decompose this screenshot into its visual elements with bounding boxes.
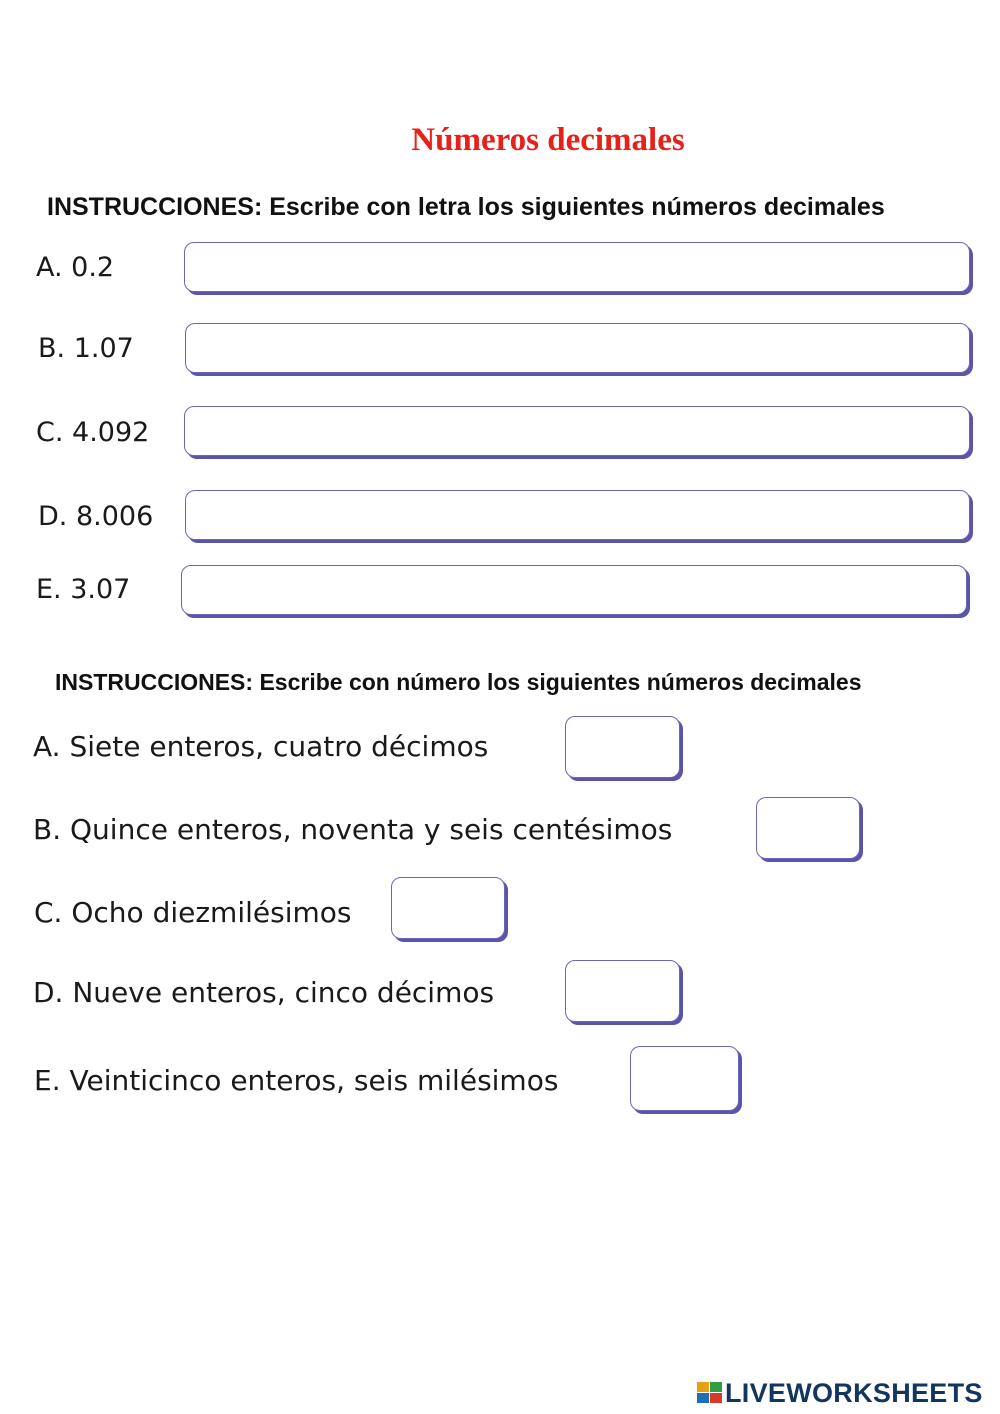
page-title: Números decimales: [411, 122, 685, 158]
instructions-section-2: INSTRUCCIONES: Escribe con número los siguientes números decimales: [55, 669, 862, 695]
item-label-s2-c: C. Ocho diezmilésimos: [34, 896, 352, 929]
item-label-s2-a: A. Siete enteros, cuatro décimos: [33, 730, 489, 763]
item-label-s2-e: E. Veinticinco enteros, seis milésimos: [34, 1064, 559, 1097]
answer-field-s2-d[interactable]: [565, 960, 680, 1022]
instructions-section-1: INSTRUCCIONES: Escribe con letra los siguientes números decimales: [47, 193, 885, 221]
answer-field-s2-c[interactable]: [391, 877, 505, 939]
answer-field-s1-e[interactable]: [181, 565, 967, 615]
item-label-s1-c: C. 4.092: [36, 417, 150, 448]
item-label-s2-b: B. Quince enteros, noventa y seis centésimos: [33, 813, 673, 846]
answer-field-s2-b[interactable]: [756, 797, 860, 859]
answer-field-s1-b[interactable]: [185, 323, 970, 373]
answer-field-s1-c[interactable]: [184, 406, 970, 456]
item-label-s1-b: B. 1.07: [38, 333, 134, 364]
item-label-s1-a: A. 0.2: [36, 252, 115, 283]
item-label-s1-d: D. 8.006: [38, 501, 154, 532]
answer-field-s1-a[interactable]: [184, 242, 970, 292]
item-label-s1-e: E. 3.07: [36, 574, 131, 605]
liveworksheets-logo-text: LIVEWORKSHEETS: [725, 1378, 983, 1408]
item-label-s2-d: D. Nueve enteros, cinco décimos: [33, 976, 495, 1009]
answer-field-s1-d[interactable]: [185, 490, 970, 540]
liveworksheets-logo: [697, 1378, 983, 1408]
liveworksheets-logo-icon: [697, 1382, 723, 1404]
answer-field-s2-a[interactable]: [565, 716, 680, 778]
answer-field-s2-e[interactable]: [630, 1046, 739, 1111]
